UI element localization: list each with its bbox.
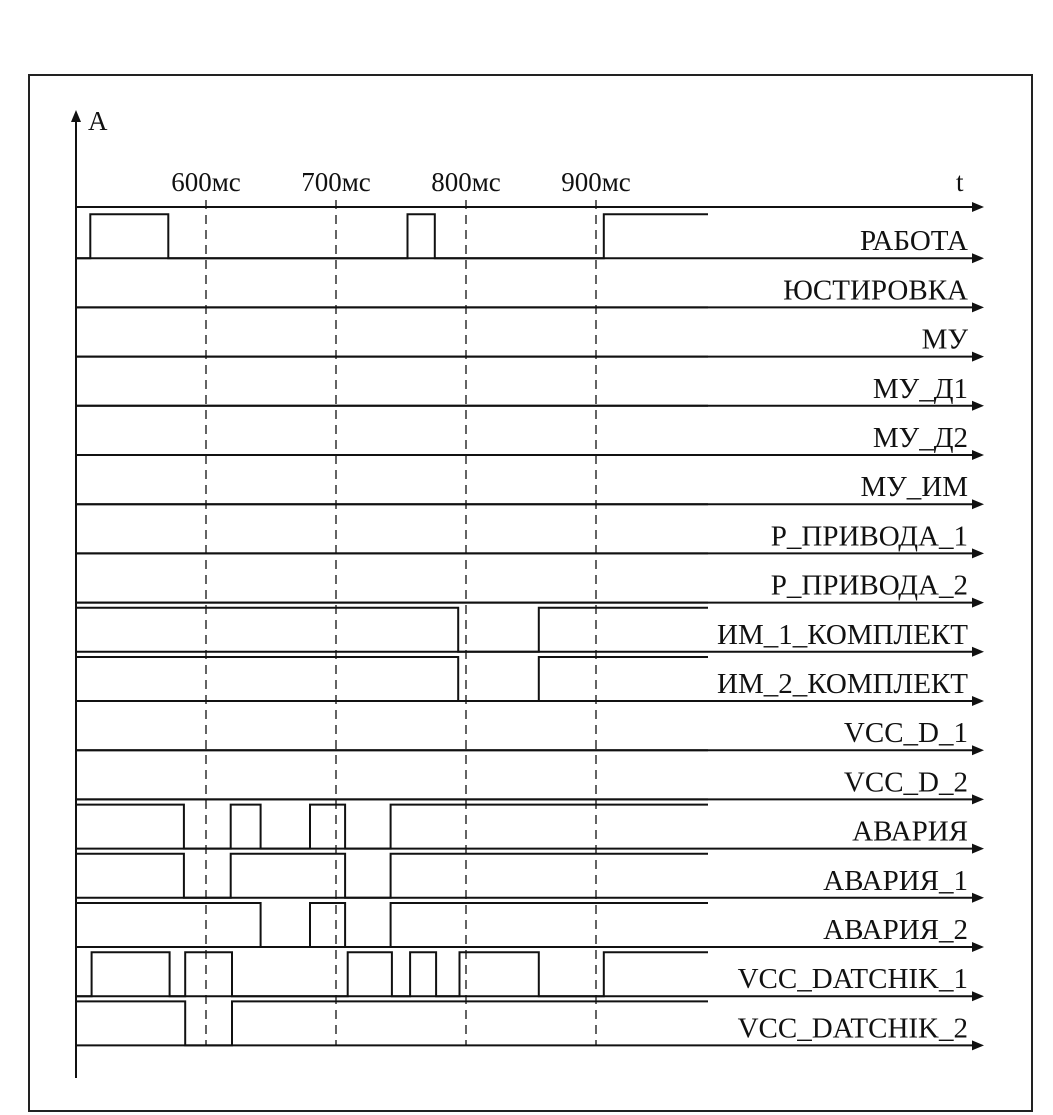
baseline-arrow-icon	[972, 893, 984, 903]
signal-label: VCC_D_2	[843, 766, 968, 799]
baseline-arrow-icon	[972, 598, 984, 608]
baseline-arrow-icon	[972, 1040, 984, 1050]
signal-row	[76, 766, 984, 804]
signal-label: АВАРИЯ_1	[823, 864, 968, 897]
baseline-arrow-icon	[972, 450, 984, 460]
signal-label: ИМ_2_КОМПЛЕКТ	[717, 668, 968, 700]
signal-row	[76, 373, 984, 411]
signal-row	[76, 570, 984, 608]
signal-waveform	[76, 1001, 708, 1045]
signal-label: ИМ_1_КОМПЛЕКТ	[717, 618, 968, 651]
baseline-arrow-icon	[972, 647, 984, 657]
signal-row	[76, 854, 984, 903]
signal-label: АВАРИЯ	[852, 815, 968, 848]
signal-row	[76, 520, 984, 558]
signal-row	[76, 903, 984, 952]
time-marker-label-600: 600мс	[171, 167, 241, 197]
baseline-arrow-icon	[972, 745, 984, 755]
time-axis-arrow-icon	[972, 202, 984, 212]
x-axis-label: t	[956, 167, 964, 197]
baseline-arrow-icon	[972, 991, 984, 1001]
signal-waveform	[76, 903, 708, 947]
signal-waveform	[76, 608, 708, 652]
baseline-arrow-icon	[972, 942, 984, 952]
signal-row	[76, 608, 984, 657]
signal-row	[76, 657, 984, 706]
signal-row	[76, 717, 984, 755]
signal-row	[76, 324, 984, 362]
y-axis-arrow-icon	[71, 110, 81, 122]
y-axis-label: A	[88, 106, 108, 136]
signal-label: МУ	[921, 323, 968, 356]
time-marker-label-800: 800мс	[431, 167, 501, 197]
baseline-arrow-icon	[972, 548, 984, 558]
signal-row	[76, 805, 984, 854]
signal-rows	[76, 202, 984, 1050]
signal-row	[76, 1001, 984, 1050]
signal-label: МУ_ИМ	[860, 471, 968, 504]
baseline-arrow-icon	[972, 499, 984, 509]
signal-waveform	[76, 952, 708, 996]
signal-label: РАБОТА	[860, 225, 968, 258]
signal-label: Р_ПРИВОДА_2	[770, 569, 968, 602]
signal-row	[76, 422, 984, 460]
baseline-arrow-icon	[972, 696, 984, 706]
baseline-arrow-icon	[972, 401, 984, 411]
time-marker-labels	[171, 167, 631, 197]
baseline-arrow-icon	[972, 794, 984, 804]
signal-waveform	[76, 657, 708, 701]
signal-label: Р_ПРИВОДА_1	[770, 520, 968, 553]
signal-waveform	[76, 214, 708, 258]
signal-label: VCC_D_1	[843, 717, 968, 750]
signal-waveform	[76, 854, 708, 898]
baseline-arrow-icon	[972, 844, 984, 854]
time-marker-label-700: 700мс	[301, 167, 371, 197]
signal-label: VCC_DATCHIK_2	[737, 1012, 968, 1045]
signal-label: МУ_Д1	[872, 372, 968, 405]
signal-row	[76, 952, 984, 1001]
signal-row	[76, 214, 984, 263]
time-marker-label-900: 900мс	[561, 167, 631, 197]
signal-label: VCC_DATCHIK_1	[737, 963, 968, 996]
signal-row	[76, 274, 984, 312]
baseline-arrow-icon	[972, 302, 984, 312]
baseline-arrow-icon	[972, 352, 984, 362]
signal-label: ЮСТИРОВКА	[783, 274, 968, 307]
signal-waveform	[76, 805, 708, 849]
time-marker-grid	[206, 200, 596, 1045]
signal-label: АВАРИЯ_2	[823, 914, 968, 946]
signal-label: МУ_Д2	[872, 422, 968, 454]
signal-row	[76, 471, 984, 509]
baseline-arrow-icon	[972, 253, 984, 263]
